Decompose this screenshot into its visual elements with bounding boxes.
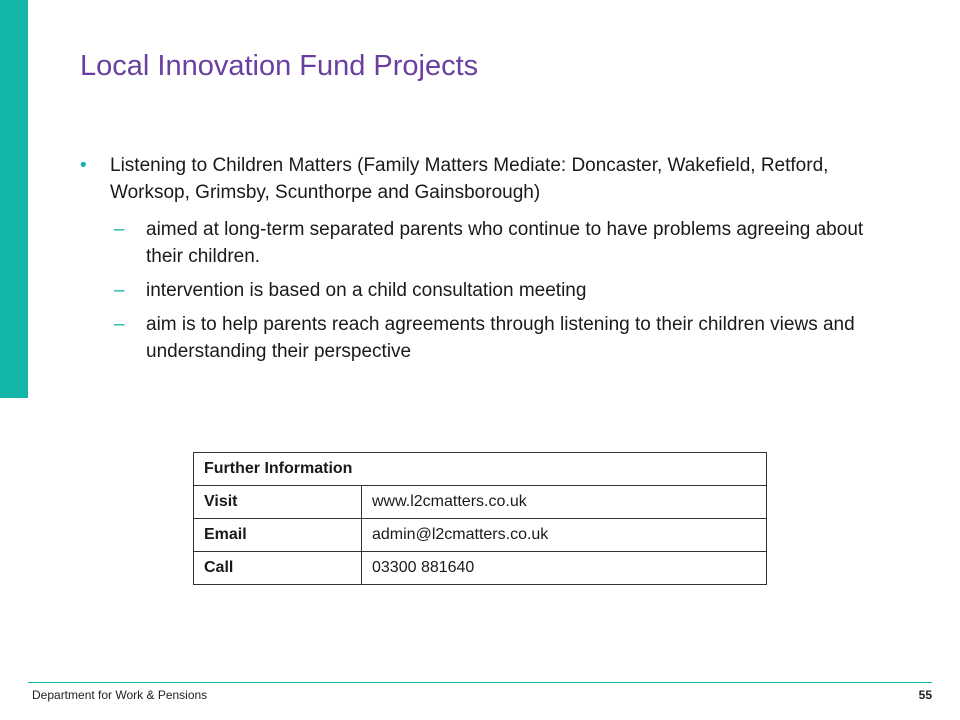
sub-item-text: aimed at long-term separated parents who continue to have problems agreeing about their children. bbox=[146, 219, 864, 267]
website-link[interactable]: www.l2cmatters.co.uk bbox=[362, 486, 767, 519]
sub-item-text: aim is to help parents reach agreements through listening to their children views and understanding their perspective bbox=[146, 314, 855, 362]
email-link[interactable]: admin@l2cmatters.co.uk bbox=[362, 519, 767, 552]
table-row bbox=[194, 552, 767, 585]
table-row bbox=[194, 486, 767, 519]
page-number: 55 bbox=[918, 688, 932, 702]
further-information-table bbox=[193, 452, 767, 585]
call-label: Call bbox=[194, 552, 362, 585]
bullet-text: Listening to Children Matters (Family Matters Mediate: Doncaster, Wakefield, Retford, Worksop, Grimsby, Scunthorpe and Gainsborough) bbox=[110, 155, 829, 203]
sub-item-text: intervention is based on a child consultation meeting bbox=[146, 280, 587, 301]
slide-content bbox=[80, 152, 900, 372]
bullet-item bbox=[80, 152, 900, 206]
visit-label: Visit bbox=[194, 486, 362, 519]
footer-divider bbox=[28, 682, 932, 683]
slide-title: Local Innovation Fund Projects bbox=[80, 50, 479, 82]
sub-item-intervention bbox=[80, 277, 900, 304]
dash-marker: – bbox=[114, 280, 125, 301]
accent-bar bbox=[0, 0, 28, 398]
table-header-row bbox=[194, 453, 767, 486]
bullet-marker: • bbox=[80, 155, 87, 176]
footer-organization: Department for Work & Pensions bbox=[32, 688, 208, 702]
email-label: Email bbox=[194, 519, 362, 552]
table-header: Further Information bbox=[194, 453, 767, 486]
dash-marker: – bbox=[114, 314, 125, 335]
sub-item-target bbox=[80, 216, 900, 270]
dash-marker: – bbox=[114, 219, 125, 240]
phone-number: 03300 881640 bbox=[362, 552, 767, 585]
sub-item-aim bbox=[80, 311, 900, 365]
table-row bbox=[194, 519, 767, 552]
